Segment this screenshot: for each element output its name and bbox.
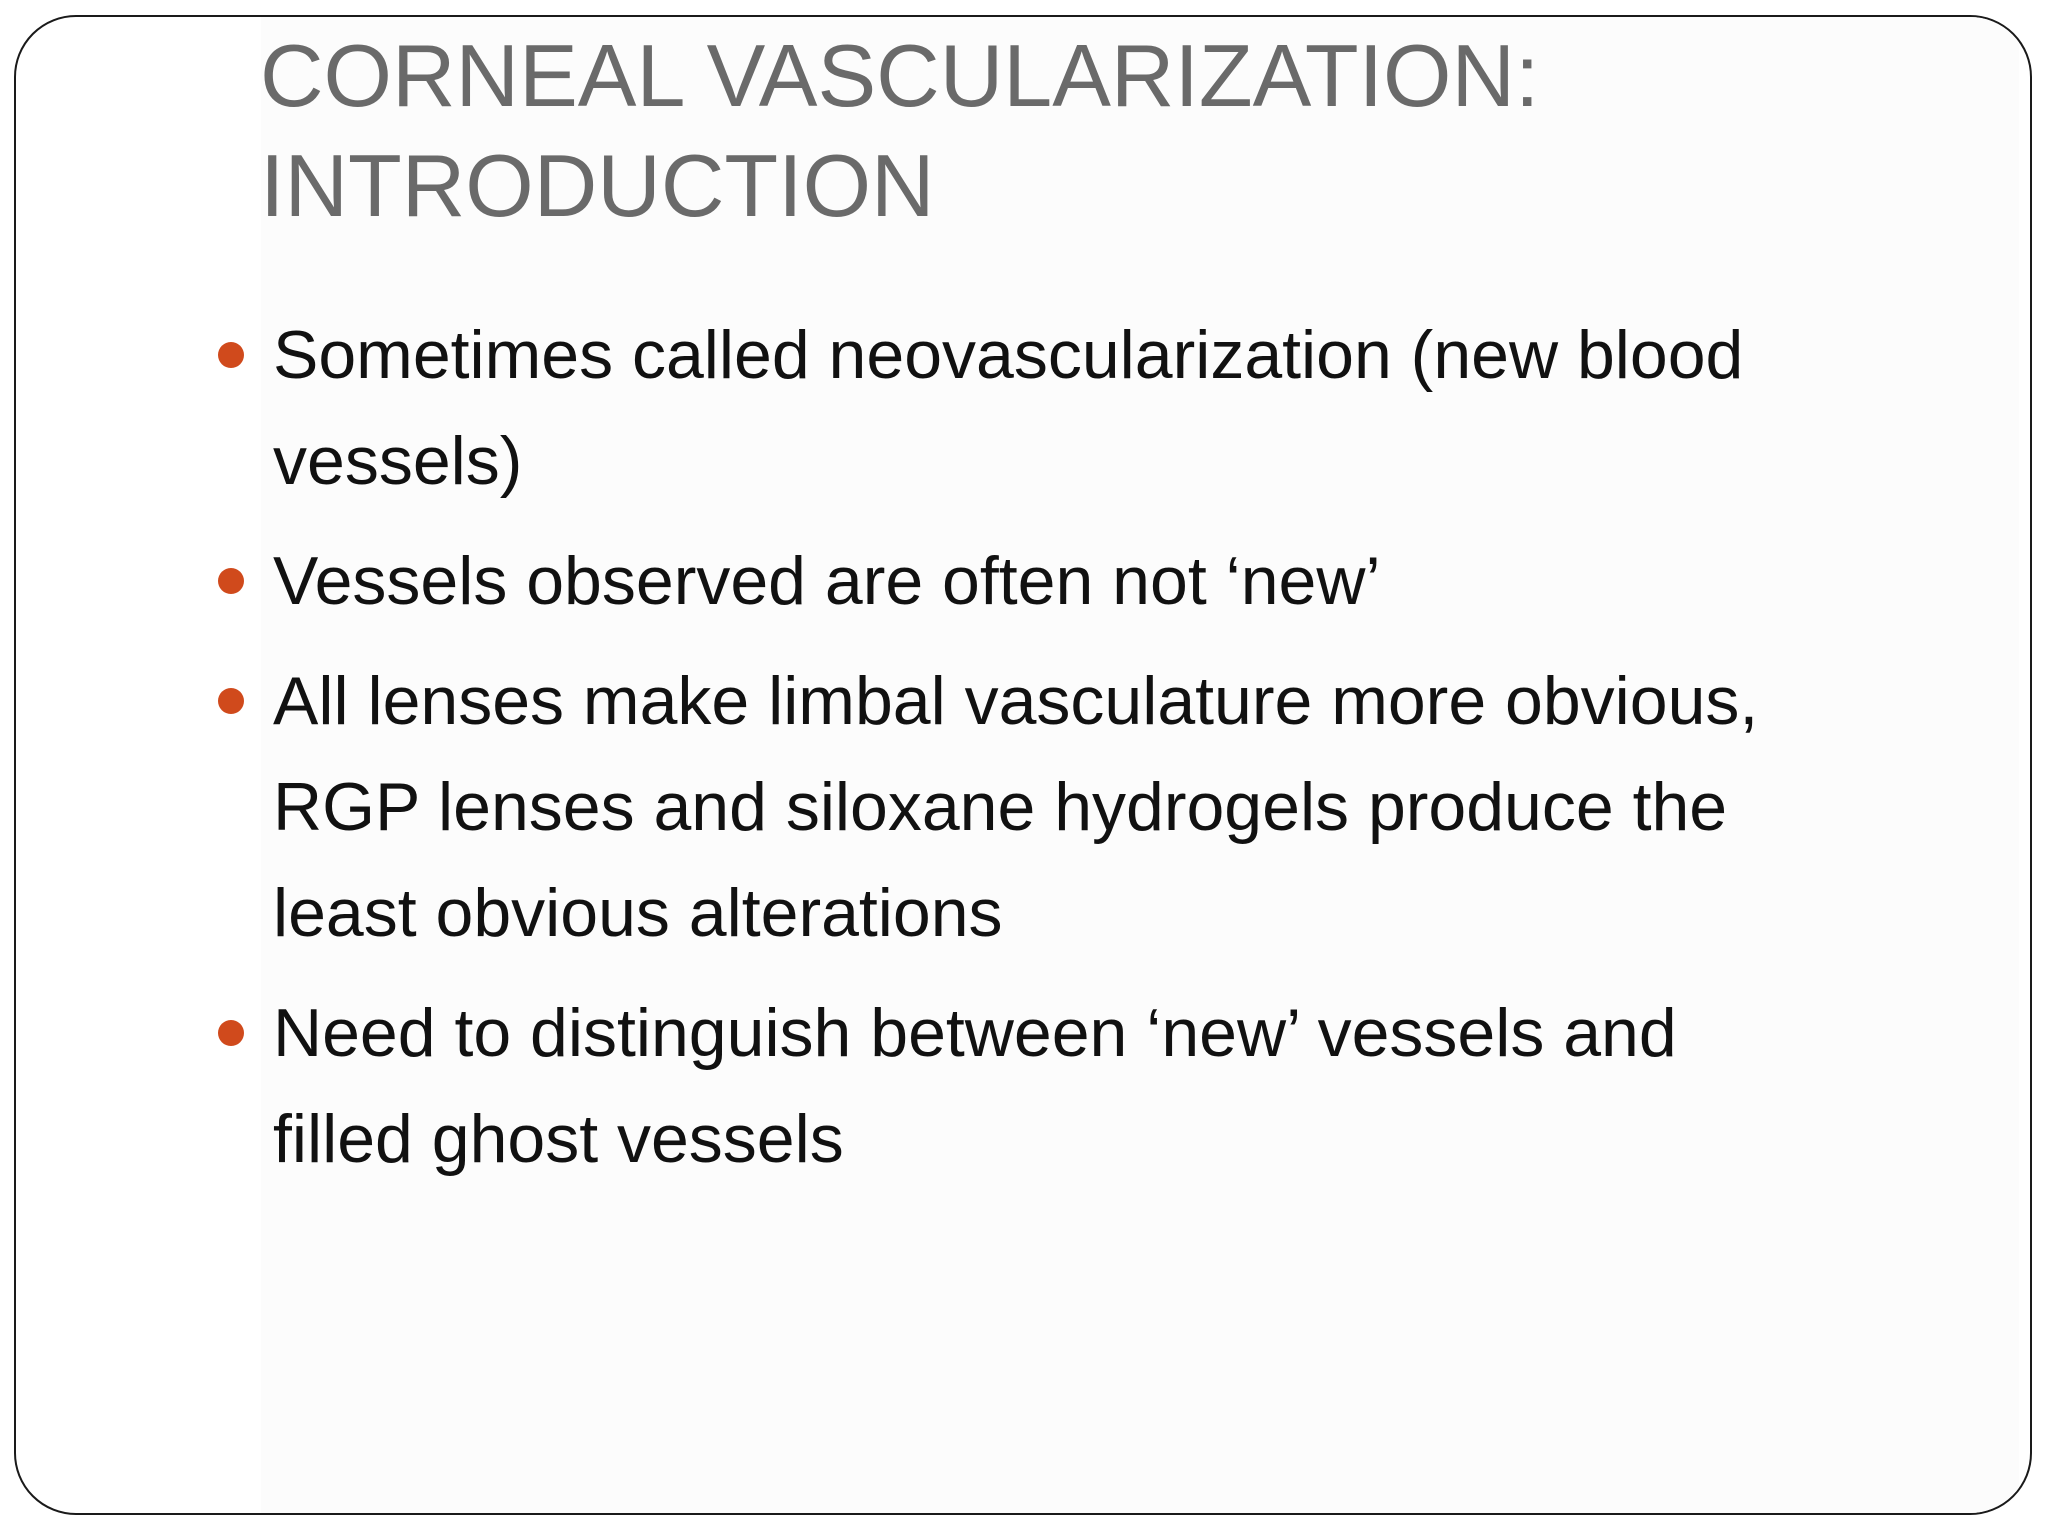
bullet-item (16, 980, 2030, 1192)
bullet-text-line: Need to distinguish between ‘new’ vessels and (273, 995, 1677, 1071)
bullet-dot-icon (218, 568, 244, 594)
bullet-text-line: Sometimes called neovascularization (new blood (273, 317, 1744, 393)
bullet-text-line: All lenses make limbal vasculature more obvious, (273, 663, 1759, 739)
bullet-text-line: RGP lenses and siloxane hydrogels produce the (273, 769, 1728, 845)
slide-title-line: CORNEAL VASCULARIZATION: (260, 26, 1540, 125)
bullet-text-line: least obvious alterations (273, 875, 1003, 951)
bullet-item (16, 302, 2030, 514)
bullet-item (16, 648, 2030, 966)
slide (14, 15, 2032, 1515)
slide-title (260, 21, 1960, 241)
bullet-dot-icon (218, 342, 244, 368)
bullet-dot-icon (218, 1020, 244, 1046)
bullet-text-line: vessels) (273, 423, 523, 499)
bullet-item (16, 528, 2030, 634)
slide-title-line: INTRODUCTION (260, 136, 935, 235)
bullet-text-line: Vessels observed are often not ‘new’ (273, 543, 1381, 619)
bullet-text-line: filled ghost vessels (273, 1101, 844, 1177)
bullet-list (16, 302, 2030, 1206)
bullet-dot-icon (218, 688, 244, 714)
